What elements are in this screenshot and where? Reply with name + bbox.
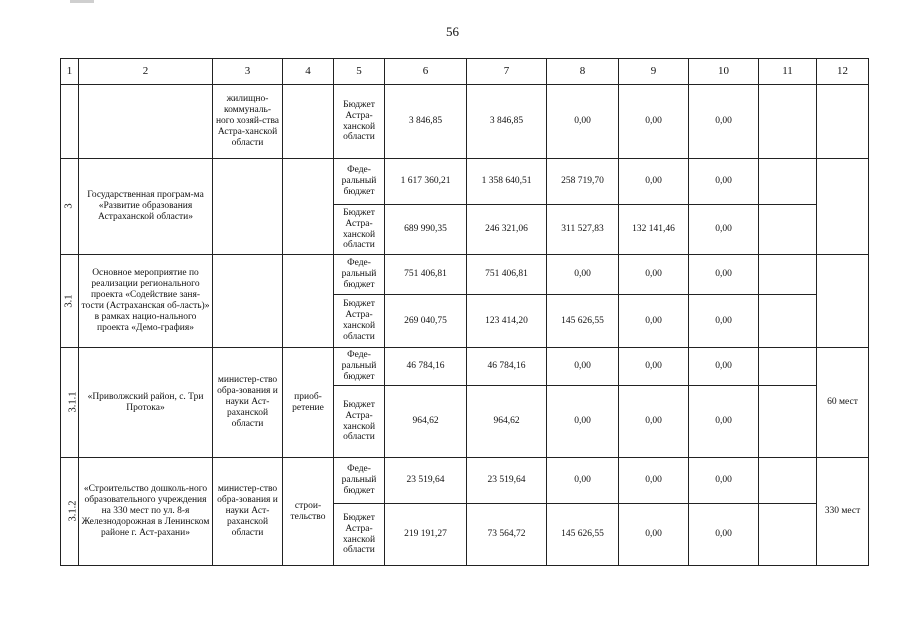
- source-cell: Феде-ральный бюджет: [334, 348, 385, 386]
- value-cell: 46 784,16: [467, 348, 547, 386]
- name-cell: [79, 85, 213, 159]
- value-cell: 46 784,16: [385, 348, 467, 386]
- value-cell: 219 191,27: [385, 504, 467, 566]
- source-cell: Бюджет Астра-ханской области: [334, 386, 385, 458]
- table-row: [61, 458, 869, 504]
- header-cell: 8: [547, 59, 619, 85]
- empty-cell: [759, 504, 817, 566]
- value-cell: 246 321,06: [467, 205, 547, 255]
- header-cell: 10: [689, 59, 759, 85]
- value-cell: 964,62: [467, 386, 547, 458]
- executor-cell: министер-ство обра-зования и науки Аст-раханской области: [213, 348, 283, 458]
- value-cell: 0,00: [547, 458, 619, 504]
- empty-cell: [759, 458, 817, 504]
- value-cell: 145 626,55: [547, 504, 619, 566]
- value-cell: 0,00: [619, 504, 689, 566]
- table-row: [61, 255, 869, 295]
- budget-table: [60, 58, 869, 566]
- source-cell: Бюджет Астра-ханской области: [334, 85, 385, 159]
- empty-cell: [759, 295, 817, 348]
- value-cell: 23 519,64: [467, 458, 547, 504]
- value-cell: 123 414,20: [467, 295, 547, 348]
- source-cell: Феде-ральный бюджет: [334, 159, 385, 205]
- value-cell: 0,00: [689, 205, 759, 255]
- table-row: [61, 348, 869, 386]
- value-cell: 0,00: [689, 504, 759, 566]
- type-cell: [283, 255, 334, 348]
- type-cell: [283, 159, 334, 255]
- capacity-cell: [817, 85, 869, 159]
- name-cell: Основное мероприятие по реализации регионального проекта «Содействие заня-тости (Астраханская об-ласть)» в рамках нацио-нального проекта «Демо-графия»: [79, 255, 213, 348]
- page-number: 56: [446, 24, 459, 39]
- capacity-cell: [817, 255, 869, 348]
- header-cell: 1: [61, 59, 79, 85]
- source-cell: Феде-ральный бюджет: [334, 458, 385, 504]
- source-cell: Бюджет Астра-ханской области: [334, 205, 385, 255]
- value-cell: 0,00: [547, 348, 619, 386]
- header-cell: 5: [334, 59, 385, 85]
- header-cell: 11: [759, 59, 817, 85]
- value-cell: 0,00: [689, 295, 759, 348]
- empty-cell: [759, 386, 817, 458]
- value-cell: 751 406,81: [385, 255, 467, 295]
- value-cell: 0,00: [689, 458, 759, 504]
- row-number-cell: [61, 85, 79, 159]
- name-cell: «Приволжский район, с. Три Протока»: [79, 348, 213, 458]
- value-cell: 0,00: [689, 85, 759, 159]
- empty-cell: [759, 348, 817, 386]
- column-number-row: [61, 59, 869, 85]
- type-cell: строи-тельство: [283, 458, 334, 566]
- executor-cell: [213, 255, 283, 348]
- executor-cell: [213, 159, 283, 255]
- row-number-cell: 3: [61, 159, 79, 255]
- name-cell: Государственная програм-ма «Развитие образования Астраханской области»: [79, 159, 213, 255]
- executor-cell: жилищно-коммуналь-ного хозяй-ства Астра-ханской области: [213, 85, 283, 159]
- source-cell: Бюджет Астра-ханской области: [334, 295, 385, 348]
- type-cell: приоб-ретение: [283, 348, 334, 458]
- name-cell: «Строительство дошколь-ного образовательного учреждения на 330 мест по ул. 8-я Железнодорожная в Ленинском районе г. Аст-рахани»: [79, 458, 213, 566]
- value-cell: 145 626,55: [547, 295, 619, 348]
- row-number-cell: 3.1.2: [61, 458, 79, 566]
- value-cell: 0,00: [547, 255, 619, 295]
- value-cell: 3 846,85: [467, 85, 547, 159]
- value-cell: 258 719,70: [547, 159, 619, 205]
- source-cell: Феде-ральный бюджет: [334, 255, 385, 295]
- scan-mark: [70, 0, 94, 3]
- header-cell: 7: [467, 59, 547, 85]
- row-number-cell: 3.1: [61, 255, 79, 348]
- value-cell: 0,00: [619, 85, 689, 159]
- value-cell: 751 406,81: [467, 255, 547, 295]
- source-cell: Бюджет Астра-ханской области: [334, 504, 385, 566]
- header-cell: 2: [79, 59, 213, 85]
- value-cell: 964,62: [385, 386, 467, 458]
- value-cell: 0,00: [619, 159, 689, 205]
- header-cell: 6: [385, 59, 467, 85]
- value-cell: 0,00: [689, 159, 759, 205]
- value-cell: 132 141,46: [619, 205, 689, 255]
- empty-cell: [759, 205, 817, 255]
- value-cell: 0,00: [689, 255, 759, 295]
- value-cell: 0,00: [547, 85, 619, 159]
- value-cell: 1 358 640,51: [467, 159, 547, 205]
- value-cell: 0,00: [689, 386, 759, 458]
- empty-cell: [759, 159, 817, 205]
- header-cell: 3: [213, 59, 283, 85]
- empty-cell: [759, 85, 817, 159]
- empty-cell: [759, 255, 817, 295]
- value-cell: 0,00: [619, 458, 689, 504]
- capacity-cell: [817, 159, 869, 255]
- value-cell: 689 990,35: [385, 205, 467, 255]
- header-cell: 9: [619, 59, 689, 85]
- value-cell: 0,00: [619, 348, 689, 386]
- executor-cell: министер-ство обра-зования и науки Аст-раханской области: [213, 458, 283, 566]
- type-cell: [283, 85, 334, 159]
- value-cell: 269 040,75: [385, 295, 467, 348]
- value-cell: 0,00: [619, 295, 689, 348]
- value-cell: 0,00: [547, 386, 619, 458]
- value-cell: 0,00: [619, 386, 689, 458]
- value-cell: 0,00: [689, 348, 759, 386]
- header-cell: 12: [817, 59, 869, 85]
- value-cell: 1 617 360,21: [385, 159, 467, 205]
- value-cell: 311 527,83: [547, 205, 619, 255]
- capacity-cell: 60 мест: [817, 348, 869, 458]
- capacity-cell: 330 мест: [817, 458, 869, 566]
- row-number-cell: 3.1.1: [61, 348, 79, 458]
- value-cell: 23 519,64: [385, 458, 467, 504]
- table-row: [61, 159, 869, 205]
- value-cell: 73 564,72: [467, 504, 547, 566]
- value-cell: 3 846,85: [385, 85, 467, 159]
- table-row: [61, 85, 869, 159]
- value-cell: 0,00: [619, 255, 689, 295]
- header-cell: 4: [283, 59, 334, 85]
